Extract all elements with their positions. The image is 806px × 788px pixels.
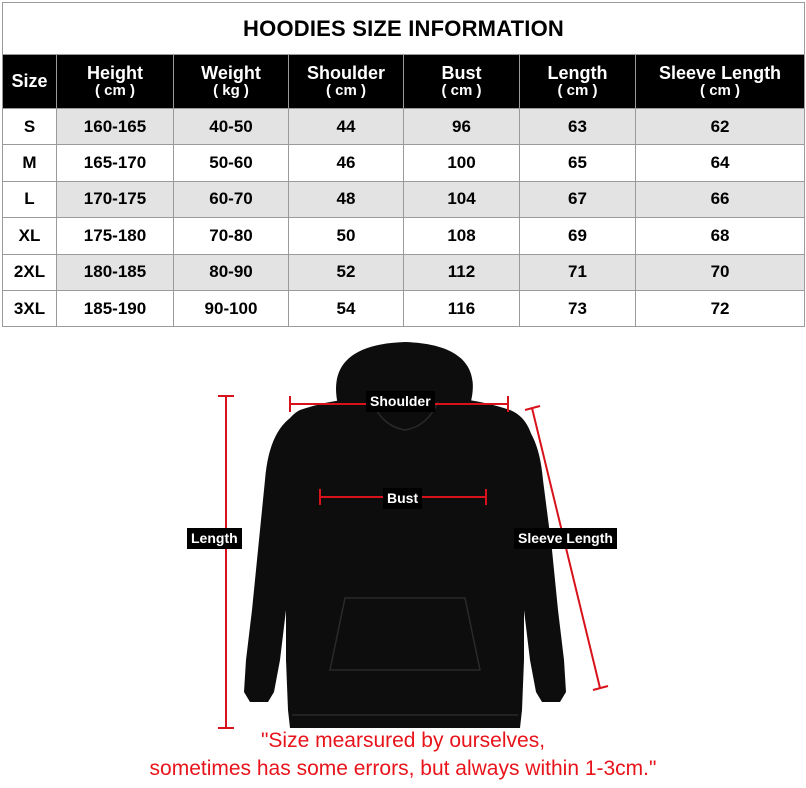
table-cell: 180-185 [57, 254, 174, 290]
header-length [520, 55, 636, 109]
table-cell: 68 [636, 218, 805, 254]
header-size [3, 55, 57, 109]
bust-label: Bust [383, 488, 422, 509]
length-label: Length [187, 528, 242, 549]
table-title: HOODIES SIZE INFORMATION [3, 3, 805, 55]
size-cell: 3XL [3, 290, 57, 326]
table-cell: 44 [289, 109, 404, 145]
table-cell: 100 [404, 145, 520, 181]
header-label: Sleeve Length [659, 63, 782, 84]
header-weight [174, 55, 289, 109]
table-cell: 80-90 [174, 254, 289, 290]
table-cell: 48 [289, 181, 404, 217]
table-cell: 71 [520, 254, 636, 290]
header-unit: ( kg ) [213, 82, 249, 100]
table-cell: 170-175 [57, 181, 174, 217]
table-cell: 73 [520, 290, 636, 326]
measurement-diagram [0, 330, 806, 788]
size-cell: 2XL [3, 254, 57, 290]
table-cell: 175-180 [57, 218, 174, 254]
header-sleeve-length [636, 55, 805, 109]
header-shoulder [289, 55, 404, 109]
table-cell: 160-165 [57, 109, 174, 145]
table-cell: 67 [520, 181, 636, 217]
size-cell: M [3, 145, 57, 181]
table-cell: 108 [404, 218, 520, 254]
table-cell: 64 [636, 145, 805, 181]
table-cell: 52 [289, 254, 404, 290]
header-unit: ( cm ) [441, 82, 482, 100]
table-cell: 116 [404, 290, 520, 326]
table-row [3, 181, 805, 217]
table-row [3, 254, 805, 290]
table-cell: 165-170 [57, 145, 174, 181]
table-cell: 60-70 [174, 181, 289, 217]
table-row [3, 145, 805, 181]
header-label: Weight [201, 63, 261, 84]
table-cell: 69 [520, 218, 636, 254]
table-cell: 90-100 [174, 290, 289, 326]
table-cell: 185-190 [57, 290, 174, 326]
table-row [3, 218, 805, 254]
size-cell: XL [3, 218, 57, 254]
table-cell: 65 [520, 145, 636, 181]
table-row [3, 109, 805, 145]
table-row [3, 290, 805, 326]
header-bust [404, 55, 520, 109]
header-row [3, 55, 805, 109]
header-unit: ( cm ) [94, 82, 135, 100]
header-label: Bust [441, 63, 482, 84]
table-cell: 40-50 [174, 109, 289, 145]
size-table [2, 2, 805, 327]
table-cell: 63 [520, 109, 636, 145]
table-cell: 50 [289, 218, 404, 254]
table-cell: 72 [636, 290, 805, 326]
table-cell: 50-60 [174, 145, 289, 181]
measurement-note-line2: sometimes has some errors, but always within 1-3cm." [149, 757, 657, 780]
table-cell: 70 [636, 254, 805, 290]
shoulder-label: Shoulder [366, 391, 435, 412]
header-label: Length [547, 63, 608, 84]
header-label: Size [11, 71, 48, 92]
header-unit: ( cm ) [557, 82, 598, 100]
table-cell: 62 [636, 109, 805, 145]
table-cell: 66 [636, 181, 805, 217]
table-cell: 104 [404, 181, 520, 217]
table-cell: 46 [289, 145, 404, 181]
measurement-note-line1: "Size mearsured by ourselves, [260, 729, 546, 752]
header-label: Height [87, 63, 143, 84]
table-cell: 96 [404, 109, 520, 145]
size-cell: S [3, 109, 57, 145]
size-cell: L [3, 181, 57, 217]
sleeve-length-label: Sleeve Length [514, 528, 617, 549]
header-label: Shoulder [306, 63, 385, 84]
table-cell: 112 [404, 254, 520, 290]
header-unit: ( cm ) [325, 82, 366, 100]
table-cell: 70-80 [174, 218, 289, 254]
header-height [57, 55, 174, 109]
header-unit: ( cm ) [700, 82, 741, 100]
table-cell: 54 [289, 290, 404, 326]
